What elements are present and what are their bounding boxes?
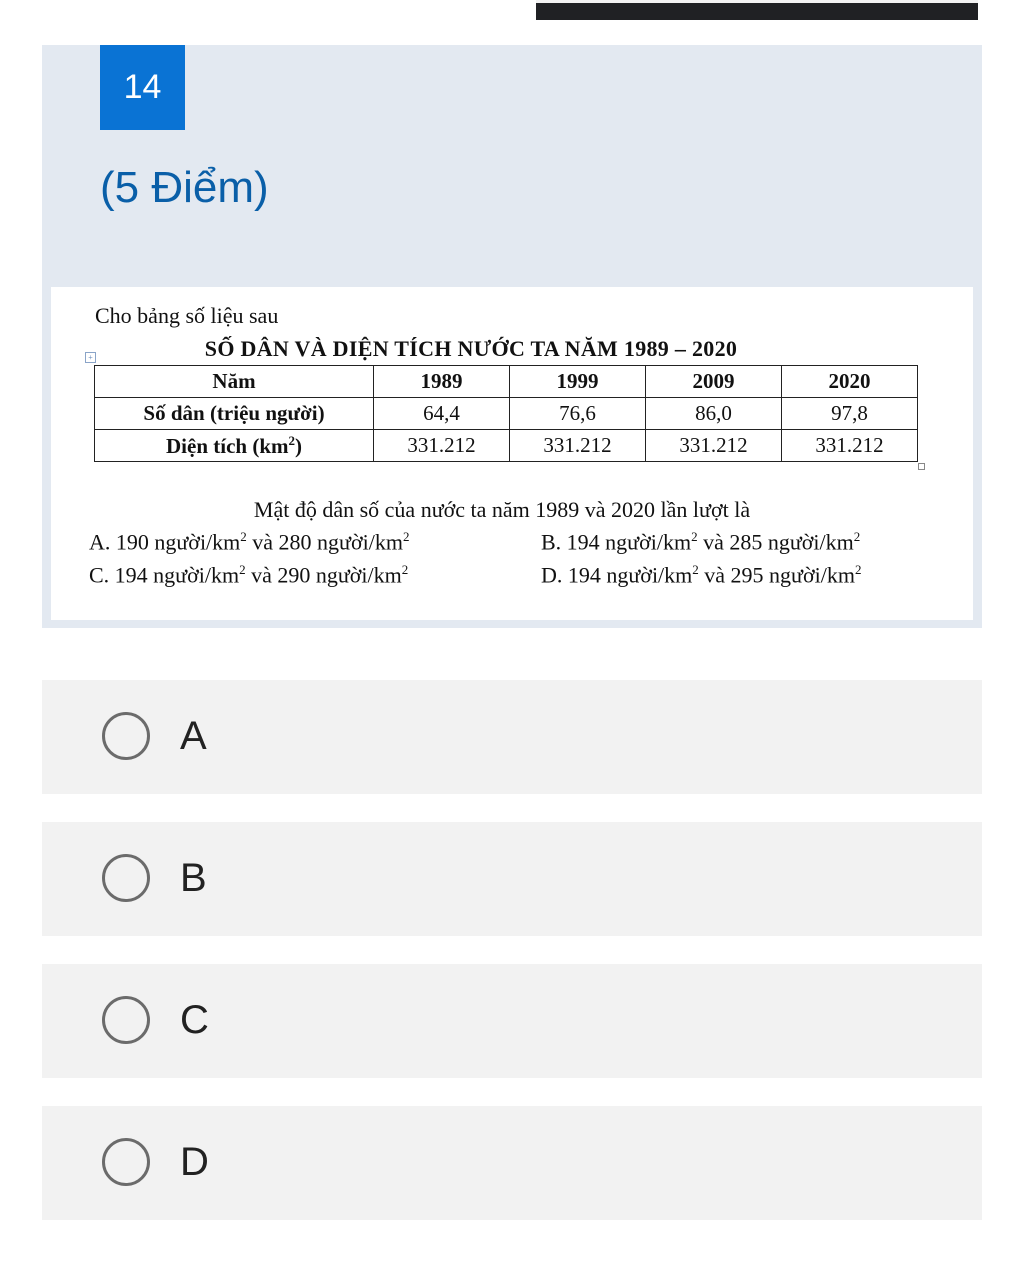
table-header-cell: 1999 [510, 366, 646, 398]
answer-text-d: D. 194 người/$km^2$ và 295 người/$km^2$ [541, 562, 862, 588]
choice-option-c[interactable] [42, 964, 982, 1078]
question-number: 14 [100, 45, 185, 130]
table-row [95, 398, 918, 430]
table-header-cell: 1989 [374, 366, 510, 398]
table-cell: 331.212 [782, 430, 918, 462]
choice-label: C [180, 998, 209, 1042]
table-header-cell: Năm [95, 366, 374, 398]
table-row [95, 430, 918, 462]
table-row-label: Diện tích $(km^2)$ [95, 430, 374, 462]
choice-option-a[interactable] [42, 680, 982, 794]
question-intro: Cho bảng số liệu sau [95, 303, 279, 328]
answer-text-a: A. 190 người/$km^2$ và 280 người/$km^2$ [89, 529, 410, 555]
radio-button-icon[interactable] [102, 712, 150, 760]
choice-label: A [180, 714, 207, 758]
table-cell: 331.212 [510, 430, 646, 462]
radio-button-icon[interactable] [102, 996, 150, 1044]
choice-label: B [180, 856, 207, 900]
table-cell: 331.212 [374, 430, 510, 462]
table-cell: 64,4 [374, 398, 510, 430]
question-image [51, 287, 973, 620]
question-prompt: Mật độ dân số của nước ta năm 1989 và 2020 lần lượt là [253, 497, 751, 522]
answer-text-c: C. 194 người/$km^2$ và 290 người/$km^2$ [89, 562, 409, 588]
table-row-label: Số dân (triệu người) [95, 398, 374, 430]
choice-label: D [180, 1140, 209, 1184]
table-title: SỐ DÂN VÀ DIỆN TÍCH NƯỚC TA NĂM 1989 – 2020 [204, 336, 738, 361]
table-move-handle-icon: + [85, 352, 96, 363]
table-header-cell: 2020 [782, 366, 918, 398]
data-table [94, 365, 918, 462]
choice-option-d[interactable] [42, 1106, 982, 1220]
table-resize-handle-icon [918, 463, 925, 470]
table-cell: 331.212 [646, 430, 782, 462]
radio-button-icon[interactable] [102, 854, 150, 902]
radio-button-icon[interactable] [102, 1138, 150, 1186]
top-media-progress [536, 0, 978, 3]
table-cell: 86,0 [646, 398, 782, 430]
top-media-strip [536, 0, 978, 20]
table-header-cell: 2009 [646, 366, 782, 398]
table-cell: 76,6 [510, 398, 646, 430]
answer-text-b: B. 194 người/$km^2$ và 285 người/$km^2$ [541, 529, 861, 555]
choice-option-b[interactable] [42, 822, 982, 936]
table-cell: 97,8 [782, 398, 918, 430]
question-points: (5 Điểm) [100, 163, 269, 212]
question-card [42, 45, 982, 628]
table-header-row [95, 366, 918, 398]
